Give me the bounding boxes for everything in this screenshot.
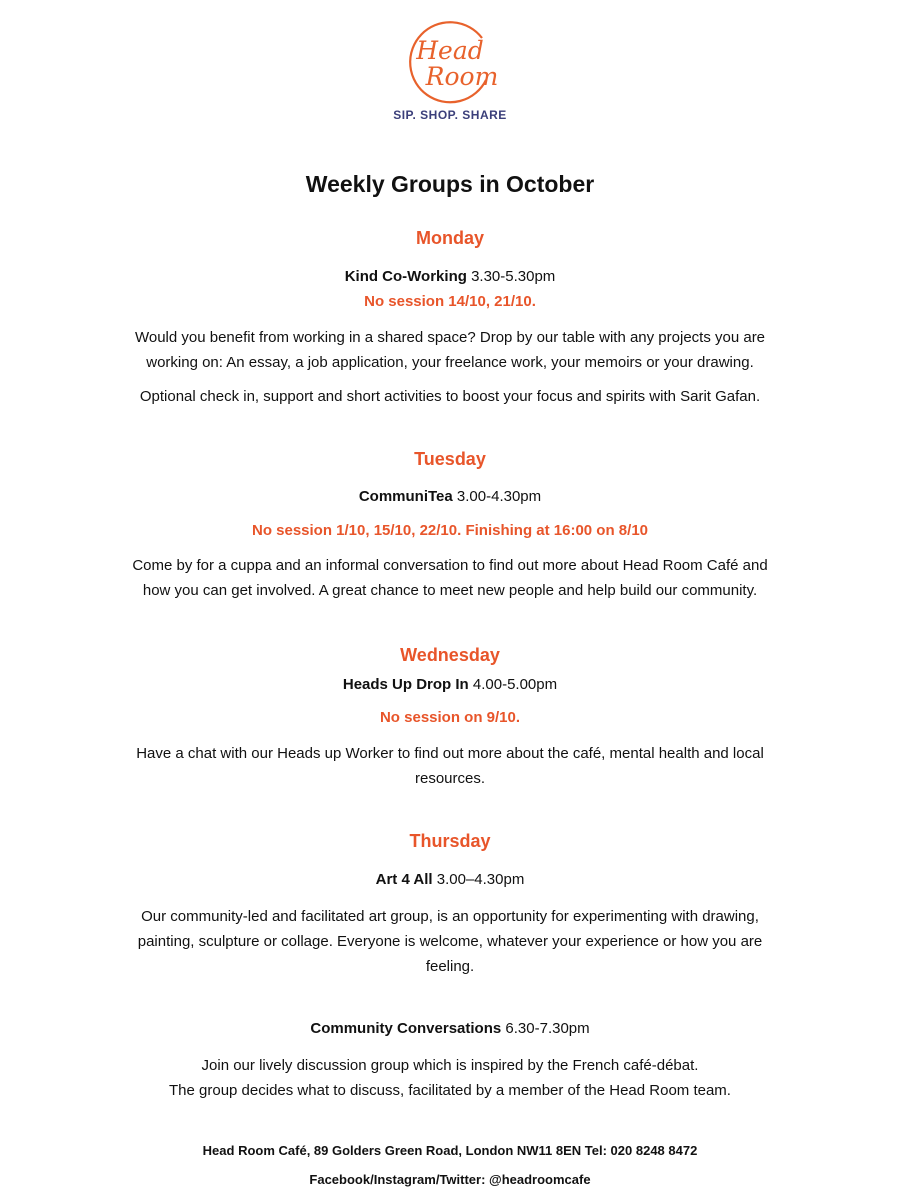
day-heading-tuesday: Tuesday (414, 449, 486, 469)
footer-social: Facebook/Instagram/Twitter: @headroomcafe (309, 1172, 591, 1187)
description-line: feeling. (425, 958, 475, 975)
session-name: Kind Co-Working (344, 268, 467, 285)
session-thursday (0, 871, 900, 888)
description-thursday-2 (0, 1053, 900, 1103)
session-time: 6.30-7.30pm (505, 1020, 590, 1037)
description-line: Would you benefit from working in a shared space? Drop by our table with any projects you are (134, 329, 766, 346)
session-time: 3.00-4.30pm (456, 488, 542, 505)
session-wednesday (0, 676, 900, 693)
logo-tagline: SIP. SHOP. SHARE (393, 108, 507, 122)
session-note-wednesday: No session on 9/10. (379, 709, 521, 726)
page-title: Weekly Groups in October (305, 171, 595, 197)
session-time: 3.30-5.30pm (471, 268, 556, 285)
description-wednesday (0, 741, 900, 791)
session-monday (0, 268, 900, 285)
description-line: resources. (414, 770, 486, 787)
description-line: Come by for a cuppa and an informal conversation to find out more about Head Room Café and (132, 557, 768, 574)
session-name: CommuniTea (358, 488, 453, 505)
description-thursday (0, 904, 900, 979)
session-note-monday: No session 14/10, 21/10. (364, 293, 536, 310)
footer-address: Head Room Café, 89 Golders Green Road, London NW11 8EN Tel: 020 8248 8472 (202, 1143, 698, 1158)
description-line: Have a chat with our Heads up Worker to find out more about the café, mental health and local (136, 745, 764, 762)
session-name: Community Conversations (310, 1020, 502, 1037)
description-line: The group decides what to discuss, facilitated by a member of the Head Room team. (169, 1082, 731, 1099)
description-monday (0, 325, 900, 375)
day-heading-wednesday: Wednesday (400, 645, 500, 665)
logo-word-room: Room (425, 62, 499, 91)
description-line: Join our lively discussion group which is inspired by the French café-débat. (201, 1057, 699, 1074)
session-note-tuesday: No session 1/10, 15/10, 22/10. Finishing at 16:00 on 8/10 (251, 522, 648, 539)
description-monday-2: Optional check in, support and short activities to boost your focus and spirits with Sarit Gafan. (139, 388, 761, 405)
session-name: Heads Up Drop In (342, 676, 469, 693)
description-line: how you can get involved. A great chance to meet new people and help build our community. (142, 582, 758, 599)
logo-word-head: Head (416, 36, 484, 65)
session-name: Art 4 All (375, 871, 433, 888)
session-tuesday (0, 488, 900, 505)
day-heading-monday: Monday (415, 228, 484, 248)
session-time: 4.00-5.00pm (472, 676, 558, 693)
description-line: working on: An essay, a job application, your freelance work, your memoirs or your drawing. (146, 354, 754, 371)
day-heading-thursday: Thursday (409, 831, 491, 851)
session-time: 3.00–4.30pm (436, 871, 525, 888)
description-line: Our community-led and facilitated art group, is an opportunity for experimenting with drawing, (141, 908, 759, 925)
description-tuesday (0, 553, 900, 603)
description-line: painting, sculpture or collage. Everyone is welcome, whatever your experience or how you are (137, 933, 763, 950)
session-thursday-2 (0, 1020, 900, 1037)
head-room-logo (370, 10, 530, 130)
